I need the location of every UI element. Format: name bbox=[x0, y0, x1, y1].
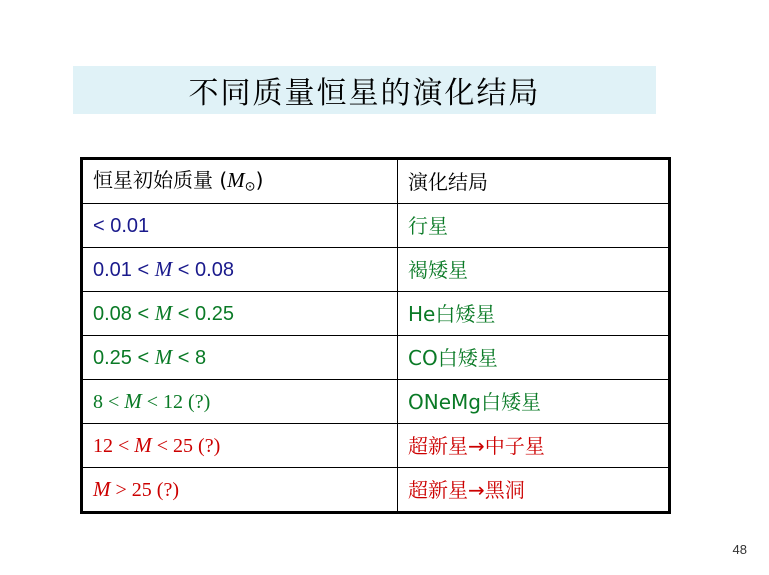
header-mass-symbol: M bbox=[227, 168, 245, 193]
table-body bbox=[82, 159, 670, 513]
header-mass-suffix: ) bbox=[255, 168, 264, 193]
cell-mass-1: < 0.01 bbox=[82, 204, 398, 248]
header-cell-mass bbox=[82, 159, 398, 204]
table-row bbox=[82, 292, 670, 336]
cell-mass-6: 12 < M < 25 (?) bbox=[82, 424, 398, 468]
cell-outcome-6: 超新星→中子星 bbox=[398, 424, 670, 468]
header-mass-prefix: 恒星初始质量 ( bbox=[93, 168, 228, 193]
cell-mass-3: 0.08 < M < 0.25 bbox=[82, 292, 398, 336]
cell-mass-5: 8 < M < 12 (?) bbox=[82, 380, 398, 424]
table-row bbox=[82, 468, 670, 513]
cell-outcome-3: He白矮星 bbox=[398, 292, 670, 336]
table-header-row bbox=[82, 159, 670, 204]
cell-outcome-5: ONeMg白矮星 bbox=[398, 380, 670, 424]
cell-outcome-1: 行星 bbox=[398, 204, 670, 248]
header-cell-outcome: 演化结局 bbox=[398, 159, 670, 204]
cell-mass-4: 0.25 < M < 8 bbox=[82, 336, 398, 380]
table-row bbox=[82, 424, 670, 468]
cell-outcome-7: 超新星→黑洞 bbox=[398, 468, 670, 513]
cell-mass-7: M > 25 (?) bbox=[82, 468, 398, 513]
table-row bbox=[82, 204, 670, 248]
page-title: 不同质量恒星的演化结局 bbox=[188, 76, 541, 111]
slide-title-band bbox=[73, 66, 656, 114]
cell-mass-2: 0.01 < M < 0.08 bbox=[82, 248, 398, 292]
table-row bbox=[82, 336, 670, 380]
table-row bbox=[82, 380, 670, 424]
header-mass-subscript: ⊙ bbox=[244, 178, 256, 194]
table-row bbox=[82, 248, 670, 292]
cell-outcome-2: 褐矮星 bbox=[398, 248, 670, 292]
evolution-table-container bbox=[80, 157, 668, 514]
evolution-table bbox=[80, 157, 671, 514]
page-number: 48 bbox=[732, 542, 747, 557]
cell-outcome-4: CO白矮星 bbox=[398, 336, 670, 380]
